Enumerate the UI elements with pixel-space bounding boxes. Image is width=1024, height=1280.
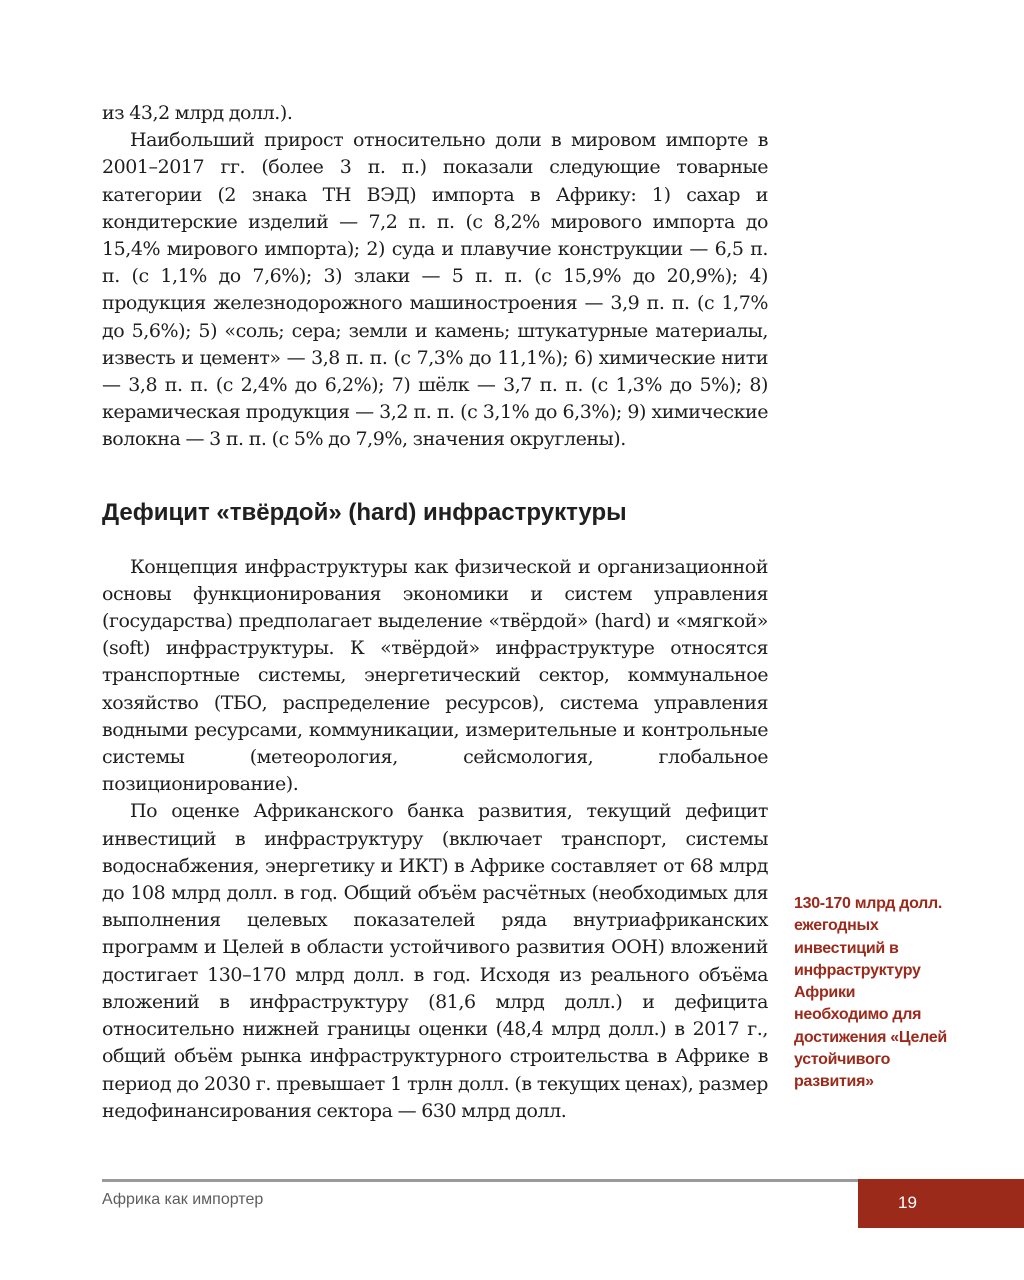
page-number: 19 (898, 1193, 917, 1212)
footer-running-title: Африка как импортер (102, 1191, 264, 1208)
page-number-box (858, 1179, 1024, 1228)
margin-callout: 130-170 млрд долл. ежегодных инвестиций в инфраструктуру Африки необходимо для достижения «Целей устойчивого развития» (794, 895, 947, 1091)
paragraph-continuation: из 43,2 млрд долл.). (102, 102, 293, 124)
footer-divider (102, 1179, 858, 1182)
paragraph-infrastructure-concept: Концепция инфраструктуры как физической и организационной основы функционирования экономики и систем управления (государства) предполагает выделение «твёрдой» (hard) и «мягкой» (soft) инфраструктуры. К «твёрдой» инфраструктуре относятся транспортные системы, энергетический сектор, коммунальное хозяйство (ТБО, распределение ресурсов), система управления водными ресурсами, коммуникации, измерительные и контрольные системы (метеорология, сейсмология, глобальное позиционирование). (102, 555, 768, 796)
paragraph-import-growth: Наибольший прирост относительно доли в мировом импорте в 2001–2017 гг. (более 3 п. п.) показали следующие товарные категории (2 знака ТН ВЭД) импорта в Африку: 1) сахар и кондитерские изделий — 7,2 п. п. (с 8,2% мирового импорта до 15,4% мирового импорта); 2) суда и плавучие конструкции — 6,5 п. п. (с 1,1% до 7,6%); 3) злаки — 5 п. п. (с 15,9% до 20,9%); 4) продукция железнодорожного машиностроения — 3,9 п. п. (с 1,7% до 5,6%); 5) «соль; сера; земли и камень; штукатурные материалы, известь и цемент» — 3,8 п. п. (с 7,3% до 11,1%); 6) химические нити — 3,8 п. п. (с 2,4% до 6,2%); 7) шёлк — 3,7 п. п. (с 1,3% до 5%); 8) керамическая продукция — 3,2 п. п. (с 3,1% до 6,3%); 9) химические волокна — 3 п. п. (с 5% до 7,9%, значения округлены). (102, 129, 768, 451)
section-heading: Дефицит «твёрдой» (hard) инфраструктуры (102, 498, 627, 526)
main-text-column (102, 100, 768, 1125)
paragraph-investment-deficit: По оценке Африканского банка развития, текущий дефицит инвестиций в инфраструктуру (включает транспорт, системы водоснабжения, энергетику и ИКТ) в Африке составляет от 68 млрд до 108 млрд долл. в год. Общий объём расчётных (необходимых для выполнения целевых показателей ряда внутриафриканских программ и Целей в области устойчивого развития ООН) вложений достигает 130–170 млрд долл. в год. Исходя из реального объёма вложений в инфраструктуру (81,6 млрд долл.) и дефицита относительно нижней границы оценки (48,4 млрд долл.) в 2017 г., общий объём рынка инфраструктурного строительства в Африке в период до 2030 г. превышает 1 трлн долл. (в текущих ценах), размер недофинансирования сектора — 630 млрд долл. (102, 800, 768, 1122)
